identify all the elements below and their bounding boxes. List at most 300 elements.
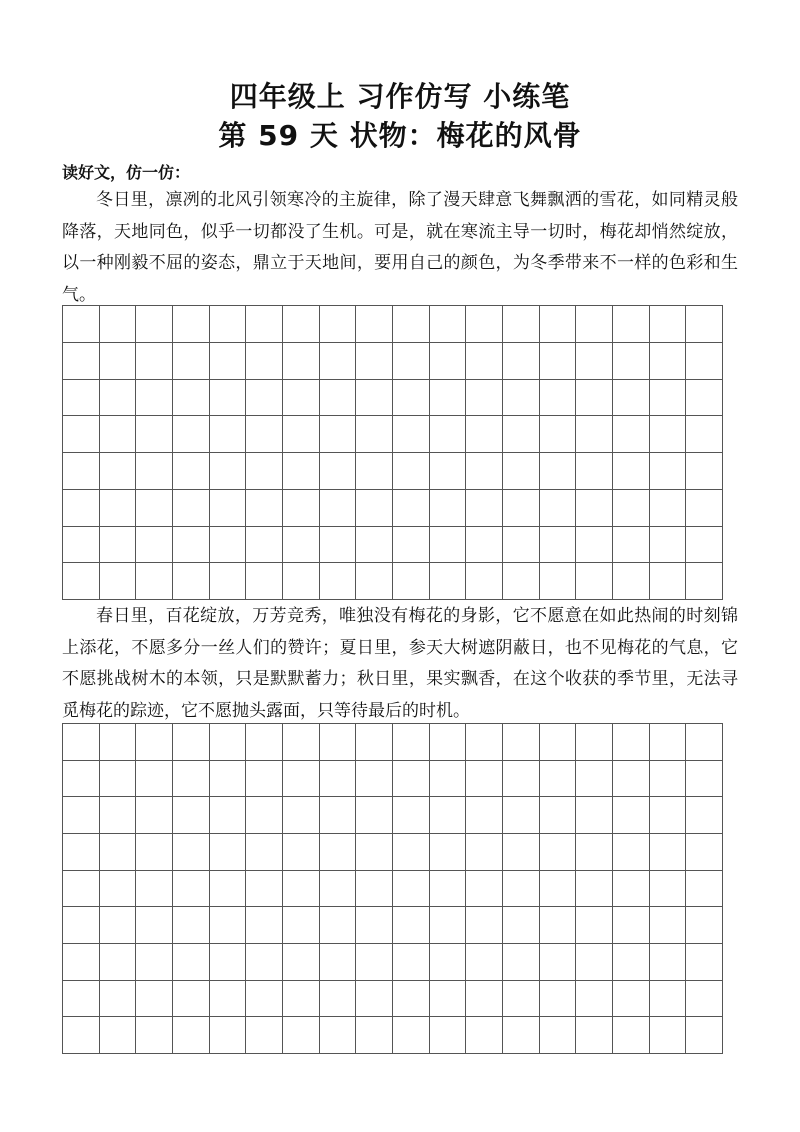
grid-cell[interactable] — [613, 724, 650, 761]
grid-cell[interactable] — [503, 834, 540, 871]
grid-cell[interactable] — [173, 380, 210, 417]
grid-cell[interactable] — [466, 490, 503, 527]
grid-cell[interactable] — [576, 834, 613, 871]
grid-cell[interactable] — [466, 797, 503, 834]
grid-cell[interactable] — [63, 380, 100, 417]
grid-cell[interactable] — [100, 761, 137, 798]
grid-cell[interactable] — [393, 527, 430, 564]
grid-cell[interactable] — [540, 527, 577, 564]
grid-cell[interactable] — [466, 306, 503, 343]
grid-cell[interactable] — [393, 306, 430, 343]
grid-cell[interactable] — [136, 563, 173, 600]
grid-cell[interactable] — [136, 797, 173, 834]
grid-cell[interactable] — [466, 761, 503, 798]
grid-cell[interactable] — [283, 834, 320, 871]
grid-cell[interactable] — [576, 416, 613, 453]
grid-cell[interactable] — [246, 981, 283, 1018]
grid-cell[interactable] — [576, 343, 613, 380]
grid-cell[interactable] — [540, 944, 577, 981]
grid-cell[interactable] — [540, 343, 577, 380]
grid-cell[interactable] — [173, 834, 210, 871]
grid-cell[interactable] — [283, 981, 320, 1018]
grid-cell[interactable] — [356, 761, 393, 798]
grid-cell[interactable] — [100, 834, 137, 871]
grid-cell[interactable] — [320, 343, 357, 380]
grid-cell[interactable] — [466, 563, 503, 600]
grid-cell[interactable] — [136, 380, 173, 417]
grid-cell[interactable] — [503, 306, 540, 343]
grid-cell[interactable] — [430, 871, 467, 908]
grid-cell[interactable] — [63, 490, 100, 527]
grid-cell[interactable] — [136, 453, 173, 490]
grid-cell[interactable] — [650, 797, 687, 834]
grid-cell[interactable] — [503, 907, 540, 944]
grid-cell[interactable] — [650, 724, 687, 761]
grid-cell[interactable] — [430, 834, 467, 871]
writing-grid-1[interactable] — [62, 305, 723, 600]
grid-cell[interactable] — [503, 490, 540, 527]
grid-cell[interactable] — [466, 724, 503, 761]
grid-cell[interactable] — [173, 871, 210, 908]
grid-cell[interactable] — [650, 944, 687, 981]
grid-cell[interactable] — [246, 490, 283, 527]
grid-cell[interactable] — [136, 871, 173, 908]
grid-cell[interactable] — [283, 343, 320, 380]
grid-cell[interactable] — [136, 724, 173, 761]
grid-cell[interactable] — [650, 761, 687, 798]
grid-cell[interactable] — [430, 490, 467, 527]
grid-cell[interactable] — [63, 306, 100, 343]
grid-cell[interactable] — [246, 724, 283, 761]
grid-cell[interactable] — [100, 1017, 137, 1054]
grid-cell[interactable] — [210, 1017, 247, 1054]
grid-cell[interactable] — [686, 306, 723, 343]
grid-cell[interactable] — [576, 761, 613, 798]
grid-cell[interactable] — [540, 907, 577, 944]
grid-cell[interactable] — [63, 563, 100, 600]
grid-cell[interactable] — [210, 490, 247, 527]
grid-cell[interactable] — [576, 797, 613, 834]
grid-cell[interactable] — [613, 834, 650, 871]
grid-cell[interactable] — [136, 907, 173, 944]
grid-cell[interactable] — [503, 981, 540, 1018]
grid-cell[interactable] — [576, 871, 613, 908]
grid-cell[interactable] — [503, 527, 540, 564]
grid-cell[interactable] — [283, 907, 320, 944]
grid-cell[interactable] — [613, 761, 650, 798]
grid-cell[interactable] — [613, 797, 650, 834]
grid-cell[interactable] — [283, 416, 320, 453]
grid-cell[interactable] — [173, 981, 210, 1018]
grid-cell[interactable] — [686, 416, 723, 453]
grid-cell[interactable] — [246, 907, 283, 944]
grid-cell[interactable] — [613, 981, 650, 1018]
grid-cell[interactable] — [356, 834, 393, 871]
grid-cell[interactable] — [173, 724, 210, 761]
grid-cell[interactable] — [136, 834, 173, 871]
grid-cell[interactable] — [576, 306, 613, 343]
grid-cell[interactable] — [503, 343, 540, 380]
grid-cell[interactable] — [466, 343, 503, 380]
grid-cell[interactable] — [393, 834, 430, 871]
grid-cell[interactable] — [210, 453, 247, 490]
grid-cell[interactable] — [283, 871, 320, 908]
grid-cell[interactable] — [136, 1017, 173, 1054]
grid-cell[interactable] — [320, 981, 357, 1018]
grid-cell[interactable] — [503, 797, 540, 834]
grid-cell[interactable] — [246, 1017, 283, 1054]
grid-cell[interactable] — [686, 981, 723, 1018]
grid-cell[interactable] — [246, 527, 283, 564]
grid-cell[interactable] — [650, 981, 687, 1018]
grid-cell[interactable] — [63, 527, 100, 564]
grid-cell[interactable] — [173, 761, 210, 798]
grid-cell[interactable] — [650, 871, 687, 908]
grid-cell[interactable] — [540, 490, 577, 527]
grid-cell[interactable] — [393, 343, 430, 380]
grid-cell[interactable] — [246, 306, 283, 343]
grid-cell[interactable] — [466, 527, 503, 564]
grid-cell[interactable] — [320, 527, 357, 564]
grid-cell[interactable] — [430, 380, 467, 417]
grid-cell[interactable] — [650, 380, 687, 417]
grid-cell[interactable] — [613, 907, 650, 944]
grid-cell[interactable] — [466, 453, 503, 490]
grid-cell[interactable] — [320, 490, 357, 527]
grid-cell[interactable] — [320, 907, 357, 944]
grid-cell[interactable] — [686, 453, 723, 490]
grid-cell[interactable] — [613, 944, 650, 981]
grid-cell[interactable] — [466, 380, 503, 417]
grid-cell[interactable] — [356, 306, 393, 343]
grid-cell[interactable] — [283, 761, 320, 798]
grid-cell[interactable] — [210, 724, 247, 761]
grid-cell[interactable] — [466, 834, 503, 871]
grid-cell[interactable] — [686, 343, 723, 380]
grid-cell[interactable] — [283, 527, 320, 564]
grid-cell[interactable] — [393, 416, 430, 453]
grid-cell[interactable] — [356, 981, 393, 1018]
grid-cell[interactable] — [283, 453, 320, 490]
grid-cell[interactable] — [576, 453, 613, 490]
grid-cell[interactable] — [283, 490, 320, 527]
grid-cell[interactable] — [320, 380, 357, 417]
grid-cell[interactable] — [320, 871, 357, 908]
grid-cell[interactable] — [393, 907, 430, 944]
grid-cell[interactable] — [613, 563, 650, 600]
grid-cell[interactable] — [63, 343, 100, 380]
grid-cell[interactable] — [320, 563, 357, 600]
grid-cell[interactable] — [613, 380, 650, 417]
grid-cell[interactable] — [503, 563, 540, 600]
grid-cell[interactable] — [210, 797, 247, 834]
grid-cell[interactable] — [393, 981, 430, 1018]
grid-cell[interactable] — [576, 380, 613, 417]
grid-cell[interactable] — [503, 761, 540, 798]
grid-cell[interactable] — [283, 380, 320, 417]
grid-cell[interactable] — [393, 871, 430, 908]
grid-cell[interactable] — [210, 871, 247, 908]
grid-cell[interactable] — [100, 453, 137, 490]
grid-cell[interactable] — [466, 944, 503, 981]
grid-cell[interactable] — [686, 797, 723, 834]
grid-cell[interactable] — [576, 981, 613, 1018]
grid-cell[interactable] — [356, 724, 393, 761]
grid-cell[interactable] — [210, 563, 247, 600]
grid-cell[interactable] — [173, 343, 210, 380]
grid-cell[interactable] — [63, 761, 100, 798]
grid-cell[interactable] — [173, 453, 210, 490]
grid-cell[interactable] — [246, 380, 283, 417]
grid-cell[interactable] — [210, 527, 247, 564]
grid-cell[interactable] — [576, 527, 613, 564]
grid-cell[interactable] — [246, 343, 283, 380]
grid-cell[interactable] — [503, 724, 540, 761]
grid-cell[interactable] — [393, 490, 430, 527]
grid-cell[interactable] — [686, 944, 723, 981]
grid-cell[interactable] — [246, 563, 283, 600]
grid-cell[interactable] — [63, 907, 100, 944]
grid-cell[interactable] — [393, 1017, 430, 1054]
grid-cell[interactable] — [686, 871, 723, 908]
grid-cell[interactable] — [613, 453, 650, 490]
grid-cell[interactable] — [356, 453, 393, 490]
grid-cell[interactable] — [356, 1017, 393, 1054]
grid-cell[interactable] — [430, 981, 467, 1018]
grid-cell[interactable] — [430, 907, 467, 944]
grid-cell[interactable] — [503, 380, 540, 417]
grid-cell[interactable] — [63, 871, 100, 908]
grid-cell[interactable] — [613, 871, 650, 908]
grid-cell[interactable] — [503, 416, 540, 453]
grid-cell[interactable] — [686, 834, 723, 871]
grid-cell[interactable] — [100, 724, 137, 761]
grid-cell[interactable] — [246, 761, 283, 798]
grid-cell[interactable] — [686, 761, 723, 798]
grid-cell[interactable] — [320, 834, 357, 871]
grid-cell[interactable] — [173, 490, 210, 527]
grid-cell[interactable] — [210, 761, 247, 798]
grid-cell[interactable] — [613, 1017, 650, 1054]
grid-cell[interactable] — [210, 343, 247, 380]
grid-cell[interactable] — [283, 724, 320, 761]
grid-cell[interactable] — [100, 944, 137, 981]
grid-cell[interactable] — [466, 1017, 503, 1054]
grid-cell[interactable] — [650, 416, 687, 453]
grid-cell[interactable] — [540, 380, 577, 417]
grid-cell[interactable] — [576, 724, 613, 761]
grid-cell[interactable] — [320, 416, 357, 453]
grid-cell[interactable] — [430, 527, 467, 564]
grid-cell[interactable] — [210, 944, 247, 981]
grid-cell[interactable] — [466, 416, 503, 453]
grid-cell[interactable] — [100, 416, 137, 453]
grid-cell[interactable] — [246, 797, 283, 834]
grid-cell[interactable] — [430, 306, 467, 343]
grid-cell[interactable] — [320, 1017, 357, 1054]
grid-cell[interactable] — [63, 981, 100, 1018]
grid-cell[interactable] — [650, 907, 687, 944]
grid-cell[interactable] — [393, 724, 430, 761]
grid-cell[interactable] — [246, 453, 283, 490]
grid-cell[interactable] — [430, 761, 467, 798]
grid-cell[interactable] — [650, 563, 687, 600]
grid-cell[interactable] — [393, 380, 430, 417]
grid-cell[interactable] — [356, 490, 393, 527]
grid-cell[interactable] — [540, 453, 577, 490]
grid-cell[interactable] — [613, 306, 650, 343]
grid-cell[interactable] — [466, 871, 503, 908]
grid-cell[interactable] — [136, 416, 173, 453]
grid-cell[interactable] — [100, 527, 137, 564]
grid-cell[interactable] — [686, 1017, 723, 1054]
grid-cell[interactable] — [430, 416, 467, 453]
grid-cell[interactable] — [136, 944, 173, 981]
grid-cell[interactable] — [430, 944, 467, 981]
grid-cell[interactable] — [613, 527, 650, 564]
grid-cell[interactable] — [686, 527, 723, 564]
grid-cell[interactable] — [430, 797, 467, 834]
grid-cell[interactable] — [540, 563, 577, 600]
grid-cell[interactable] — [136, 761, 173, 798]
grid-cell[interactable] — [136, 490, 173, 527]
grid-cell[interactable] — [540, 797, 577, 834]
grid-cell[interactable] — [63, 453, 100, 490]
grid-cell[interactable] — [356, 871, 393, 908]
grid-cell[interactable] — [540, 981, 577, 1018]
grid-cell[interactable] — [136, 343, 173, 380]
grid-cell[interactable] — [320, 761, 357, 798]
grid-cell[interactable] — [650, 834, 687, 871]
grid-cell[interactable] — [100, 563, 137, 600]
grid-cell[interactable] — [320, 453, 357, 490]
grid-cell[interactable] — [320, 944, 357, 981]
grid-cell[interactable] — [686, 490, 723, 527]
grid-cell[interactable] — [173, 907, 210, 944]
grid-cell[interactable] — [173, 797, 210, 834]
grid-cell[interactable] — [430, 724, 467, 761]
grid-cell[interactable] — [283, 1017, 320, 1054]
grid-cell[interactable] — [320, 724, 357, 761]
grid-cell[interactable] — [246, 416, 283, 453]
grid-cell[interactable] — [393, 563, 430, 600]
grid-cell[interactable] — [650, 490, 687, 527]
grid-cell[interactable] — [356, 527, 393, 564]
grid-cell[interactable] — [686, 563, 723, 600]
grid-cell[interactable] — [503, 871, 540, 908]
grid-cell[interactable] — [246, 834, 283, 871]
grid-cell[interactable] — [100, 797, 137, 834]
grid-cell[interactable] — [356, 416, 393, 453]
grid-cell[interactable] — [100, 490, 137, 527]
grid-cell[interactable] — [576, 563, 613, 600]
grid-cell[interactable] — [320, 797, 357, 834]
grid-cell[interactable] — [540, 306, 577, 343]
grid-cell[interactable] — [210, 416, 247, 453]
grid-cell[interactable] — [540, 761, 577, 798]
grid-cell[interactable] — [100, 981, 137, 1018]
grid-cell[interactable] — [430, 563, 467, 600]
grid-cell[interactable] — [173, 416, 210, 453]
grid-cell[interactable] — [393, 761, 430, 798]
grid-cell[interactable] — [650, 343, 687, 380]
grid-cell[interactable] — [393, 453, 430, 490]
grid-cell[interactable] — [283, 563, 320, 600]
grid-cell[interactable] — [540, 724, 577, 761]
grid-cell[interactable] — [613, 416, 650, 453]
grid-cell[interactable] — [100, 343, 137, 380]
grid-cell[interactable] — [393, 944, 430, 981]
grid-cell[interactable] — [100, 907, 137, 944]
grid-cell[interactable] — [210, 380, 247, 417]
grid-cell[interactable] — [246, 944, 283, 981]
grid-cell[interactable] — [430, 1017, 467, 1054]
grid-cell[interactable] — [650, 1017, 687, 1054]
grid-cell[interactable] — [63, 834, 100, 871]
grid-cell[interactable] — [356, 563, 393, 600]
grid-cell[interactable] — [503, 453, 540, 490]
grid-cell[interactable] — [63, 1017, 100, 1054]
grid-cell[interactable] — [210, 834, 247, 871]
grid-cell[interactable] — [503, 1017, 540, 1054]
grid-cell[interactable] — [283, 944, 320, 981]
grid-cell[interactable] — [356, 907, 393, 944]
grid-cell[interactable] — [503, 944, 540, 981]
grid-cell[interactable] — [576, 490, 613, 527]
grid-cell[interactable] — [173, 563, 210, 600]
grid-cell[interactable] — [173, 527, 210, 564]
grid-cell[interactable] — [283, 797, 320, 834]
grid-cell[interactable] — [356, 380, 393, 417]
grid-cell[interactable] — [393, 797, 430, 834]
grid-cell[interactable] — [136, 306, 173, 343]
grid-cell[interactable] — [63, 797, 100, 834]
grid-cell[interactable] — [100, 871, 137, 908]
grid-cell[interactable] — [356, 944, 393, 981]
grid-cell[interactable] — [613, 343, 650, 380]
grid-cell[interactable] — [613, 490, 650, 527]
grid-cell[interactable] — [136, 527, 173, 564]
grid-cell[interactable] — [356, 797, 393, 834]
grid-cell[interactable] — [173, 306, 210, 343]
grid-cell[interactable] — [136, 981, 173, 1018]
grid-cell[interactable] — [686, 907, 723, 944]
grid-cell[interactable] — [100, 380, 137, 417]
grid-cell[interactable] — [63, 944, 100, 981]
grid-cell[interactable] — [650, 453, 687, 490]
grid-cell[interactable] — [100, 306, 137, 343]
grid-cell[interactable] — [173, 1017, 210, 1054]
grid-cell[interactable] — [283, 306, 320, 343]
grid-cell[interactable] — [430, 343, 467, 380]
grid-cell[interactable] — [210, 306, 247, 343]
grid-cell[interactable] — [540, 1017, 577, 1054]
grid-cell[interactable] — [650, 306, 687, 343]
grid-cell[interactable] — [540, 871, 577, 908]
grid-cell[interactable] — [576, 944, 613, 981]
grid-cell[interactable] — [650, 527, 687, 564]
grid-cell[interactable] — [210, 981, 247, 1018]
grid-cell[interactable] — [686, 380, 723, 417]
grid-cell[interactable] — [466, 981, 503, 1018]
grid-cell[interactable] — [686, 724, 723, 761]
grid-cell[interactable] — [540, 416, 577, 453]
grid-cell[interactable] — [430, 453, 467, 490]
grid-cell[interactable] — [356, 343, 393, 380]
grid-cell[interactable] — [320, 306, 357, 343]
writing-grid-2[interactable] — [62, 723, 723, 1054]
grid-cell[interactable] — [576, 1017, 613, 1054]
